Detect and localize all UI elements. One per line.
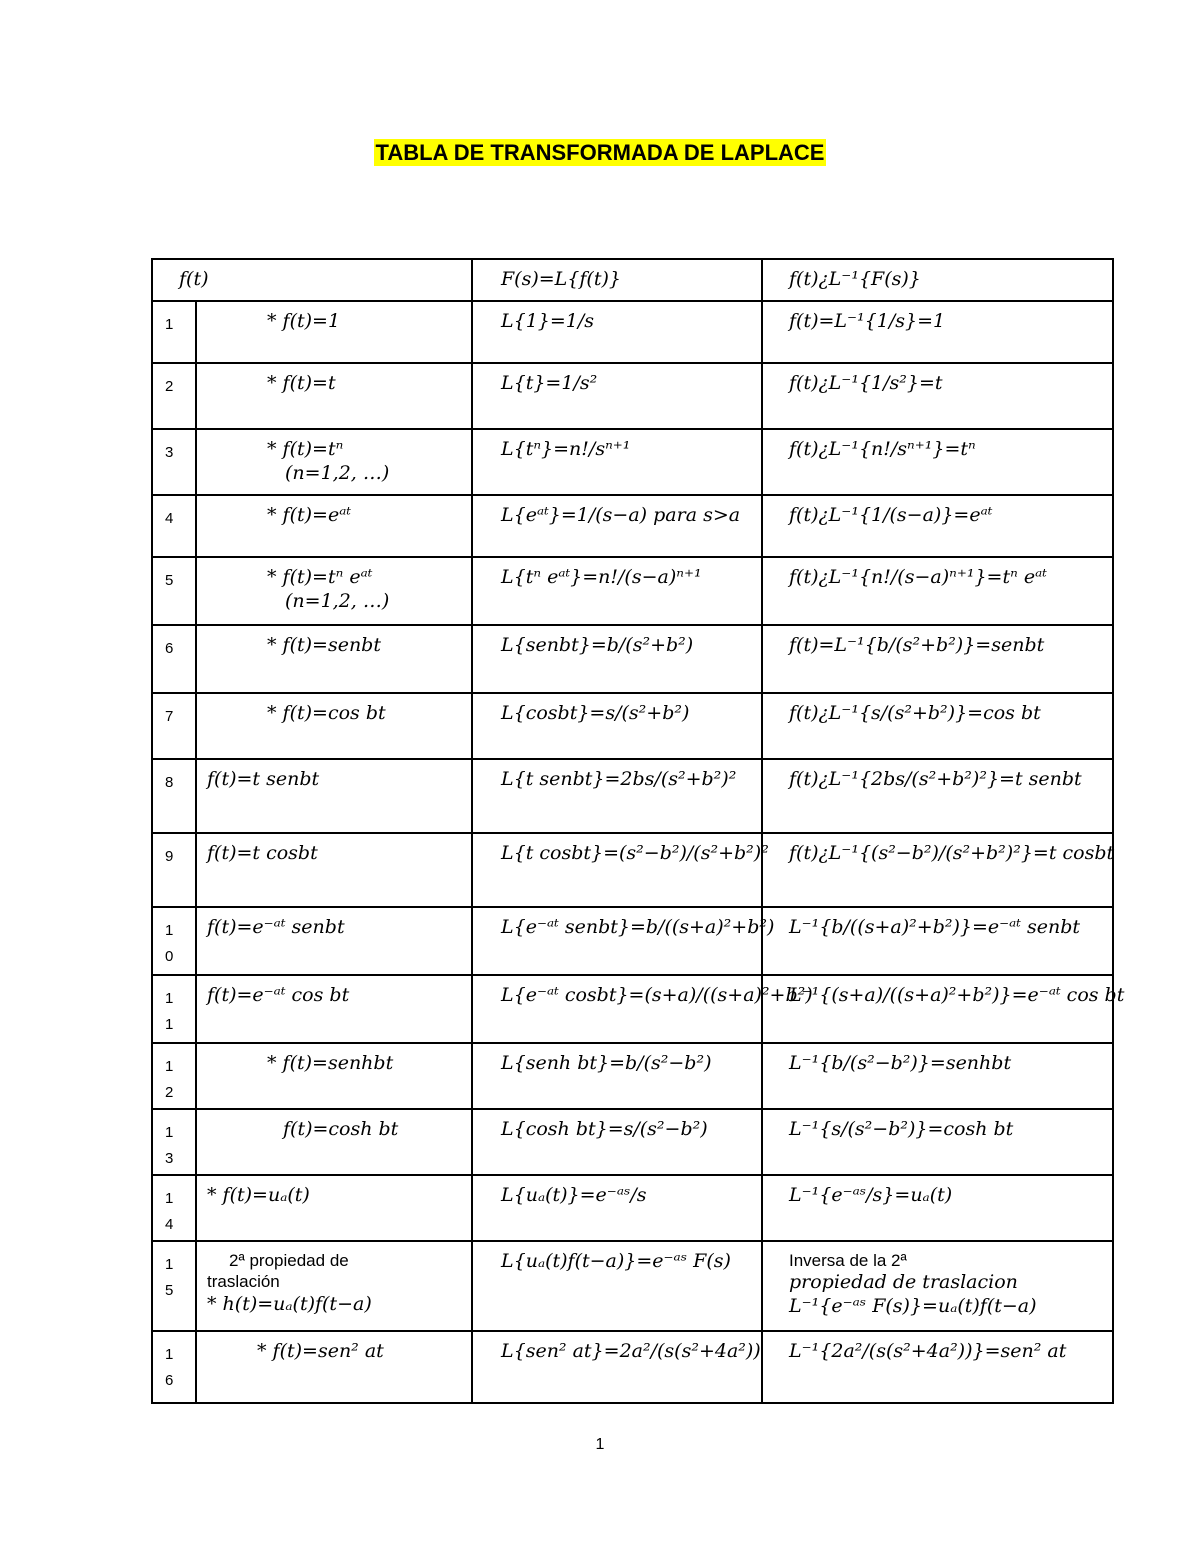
ft-cell-line: (n=1,2, …) <box>285 461 390 484</box>
header-fs <box>472 259 762 301</box>
ft-cell-line: * f(t)=senbt <box>267 634 381 656</box>
row-number <box>152 975 196 1043</box>
table-row <box>152 1043 1113 1109</box>
row-number <box>152 625 196 693</box>
fs-cell <box>472 833 769 907</box>
table-row <box>152 1241 1113 1331</box>
inverse-cell-line: L⁻¹{2a²/(s(s²+4a²))}=sen² at <box>789 1340 1067 1362</box>
ft-cell-line: * f(t)=1 <box>267 310 341 332</box>
table-row <box>152 975 1113 1043</box>
table-row <box>152 363 1113 429</box>
inverse-cell-line: L⁻¹{(s+a)/((s+a)²+b²)}=e⁻ᵃᵗ cos bt <box>789 984 1125 1006</box>
row-number <box>152 429 196 495</box>
ft-cell-line: 2ª propiedad de <box>229 1251 349 1270</box>
fs-cell-line: L{tⁿ eᵃᵗ}=n!/(s−a)ⁿ⁺¹ <box>501 566 702 588</box>
table-row <box>152 429 1113 495</box>
title-text: TABLA DE TRANSFORMADA DE LAPLACE <box>375 140 825 165</box>
fs-cell <box>472 1241 762 1331</box>
inverse-cell-line: L⁻¹{s/(s²−b²)}=cosh bt <box>789 1118 1014 1140</box>
row-number-line: 1 <box>165 316 174 333</box>
inverse-cell <box>762 625 1113 693</box>
table-row <box>152 1109 1113 1175</box>
inverse-cell <box>762 975 1125 1043</box>
ft-cell <box>196 429 472 495</box>
ft-cell-line: f(t)=e⁻ᵃᵗ senbt <box>207 916 345 938</box>
inverse-cell <box>762 557 1113 625</box>
ft-cell-line: (n=1,2, …) <box>285 589 390 612</box>
fs-cell-line: L{eᵃᵗ}=1/(s−a) para s>a <box>501 504 741 526</box>
inverse-cell-line: L⁻¹{e⁻ᵃˢ/s}=uₐ(t) <box>789 1184 953 1206</box>
row-number-line: 2 <box>165 1084 174 1101</box>
fs-cell <box>472 625 762 693</box>
row-number-line: 3 <box>165 1150 174 1167</box>
fs-cell <box>472 1043 762 1109</box>
fs-cell <box>472 759 762 833</box>
ft-cell-line: f(t)=cosh bt <box>283 1118 399 1140</box>
ft-cell-line: f(t)=e⁻ᵃᵗ cos bt <box>207 984 350 1006</box>
row-number-line: 4 <box>165 1216 174 1233</box>
row-number-line: 1 <box>165 1256 174 1273</box>
ft-cell <box>196 833 472 907</box>
fs-cell-line: L{senbt}=b/(s²+b²) <box>501 634 694 656</box>
row-number-line: 7 <box>165 708 174 725</box>
inverse-cell <box>762 907 1113 975</box>
row-number-line: 4 <box>165 510 174 527</box>
row-number <box>152 1241 196 1331</box>
inverse-cell <box>762 1241 1113 1331</box>
row-number-line: 6 <box>165 1372 174 1389</box>
row-number-line: 1 <box>165 990 174 1007</box>
header-row <box>152 259 1113 301</box>
ft-cell <box>196 557 472 625</box>
inverse-cell <box>762 693 1113 759</box>
inverse-cell <box>762 495 1113 557</box>
inverse-cell <box>762 833 1113 907</box>
ft-cell-line: * f(t)=uₐ(t) <box>207 1184 310 1206</box>
fs-cell-line: L{1}=1/s <box>501 310 595 332</box>
row-number-line: 1 <box>165 1016 174 1033</box>
inverse-cell <box>762 759 1113 833</box>
row-number-line: 6 <box>165 640 174 657</box>
inverse-cell-line: f(t)¿L⁻¹{s/(s²+b²)}=cos bt <box>789 702 1041 724</box>
fs-cell <box>472 301 762 363</box>
inverse-cell-line: f(t)¿L⁻¹{2bs/(s²+b²)²}=t senbt <box>789 768 1082 790</box>
fs-cell <box>472 975 813 1043</box>
ft-cell <box>196 363 472 429</box>
inverse-cell-line: f(t)¿L⁻¹{1/s²}=t <box>789 372 943 394</box>
inverse-cell <box>762 363 1113 429</box>
laplace-table <box>151 258 1125 1404</box>
ft-cell-line: * f(t)=t <box>267 372 336 394</box>
fs-cell-line: L{e⁻ᵃᵗ cosbt}=(s+a)/((s+a)²+b²) <box>501 984 813 1006</box>
inverse-cell <box>762 301 1113 363</box>
ft-cell <box>196 495 472 557</box>
fs-cell <box>472 1109 762 1175</box>
ft-cell <box>196 1331 472 1403</box>
row-number-line: 5 <box>165 572 174 589</box>
row-number <box>152 495 196 557</box>
row-number <box>152 907 196 975</box>
row-number-line: 2 <box>165 378 174 395</box>
table-row <box>152 693 1113 759</box>
fs-cell-line: L{sen² at}=2a²/(s(s²+4a²)) <box>501 1340 761 1362</box>
header-ft-text: f(t) <box>179 268 209 290</box>
inverse-cell-line: L⁻¹{b/((s+a)²+b²)}=e⁻ᵃᵗ senbt <box>789 916 1081 938</box>
inverse-cell-line: f(t)¿L⁻¹{1/(s−a)}=eᵃᵗ <box>789 504 993 526</box>
fs-cell <box>472 557 762 625</box>
page-number: 1 <box>595 1436 605 1453</box>
ft-cell <box>196 1241 472 1331</box>
row-number-line: 1 <box>165 1346 174 1363</box>
row-number <box>152 1043 196 1109</box>
laplace-table-body <box>152 259 1125 1403</box>
header-inv-text: f(t)¿L⁻¹{F(s)} <box>789 268 921 290</box>
header-ft <box>152 259 472 301</box>
fs-cell-line: L{cosbt}=s/(s²+b²) <box>501 702 690 724</box>
ft-cell <box>196 301 472 363</box>
fs-cell <box>472 363 762 429</box>
fs-cell-line: L{uₐ(t)f(t−a)}=e⁻ᵃˢ F(s) <box>501 1250 731 1272</box>
ft-cell-line: * h(t)=uₐ(t)f(t−a) <box>207 1292 372 1315</box>
fs-cell <box>472 495 762 557</box>
inverse-cell-line: L⁻¹{e⁻ᵃˢ F(s)}=uₐ(t)f(t−a) <box>789 1295 1037 1317</box>
row-number-line: 5 <box>165 1282 174 1299</box>
ft-cell <box>196 975 472 1043</box>
inverse-cell <box>762 1109 1113 1175</box>
row-number-line: 1 <box>165 1058 174 1075</box>
inverse-cell <box>762 1331 1113 1403</box>
header-fs-text: F(s)=L{f(t)} <box>501 268 621 290</box>
ft-cell <box>196 1109 472 1175</box>
ft-cell-line: f(t)=t cosbt <box>207 842 318 864</box>
table-row <box>152 833 1113 907</box>
ft-cell <box>196 693 472 759</box>
inverse-cell <box>762 1043 1113 1109</box>
inverse-cell-line: f(t)=L⁻¹{b/(s²+b²)}=senbt <box>789 634 1045 656</box>
fs-cell-line: L{e⁻ᵃᵗ senbt}=b/((s+a)²+b²) <box>501 916 775 938</box>
row-number <box>152 557 196 625</box>
ft-cell <box>196 1043 472 1109</box>
ft-cell-line: * f(t)=sen² at <box>257 1340 384 1362</box>
row-number <box>152 1175 196 1241</box>
inverse-cell-line: f(t)=L⁻¹{1/s}=1 <box>789 310 946 332</box>
inverse-cell-line: Inversa de la 2ª <box>789 1251 907 1270</box>
table-row <box>152 1331 1113 1403</box>
table-row <box>152 759 1113 833</box>
ft-cell-line: * f(t)=tⁿ <box>267 438 344 460</box>
ft-cell-line: traslación <box>207 1272 280 1292</box>
header-inv <box>762 259 1113 301</box>
fs-cell-line: L{t cosbt}=(s²−b²)/(s²+b²)² <box>501 842 769 864</box>
table-row <box>152 557 1113 625</box>
row-number-line: 1 <box>165 1124 174 1141</box>
fs-cell <box>472 1331 762 1403</box>
row-number-line: 1 <box>165 1190 174 1207</box>
fs-cell-line: L{cosh bt}=s/(s²−b²) <box>501 1118 708 1140</box>
row-number-line: 8 <box>165 774 174 791</box>
row-number <box>152 759 196 833</box>
ft-cell-line: * f(t)=senhbt <box>267 1052 394 1074</box>
fs-cell-line: L{tⁿ}=n!/sⁿ⁺¹ <box>501 438 631 460</box>
fs-cell-line: L{uₐ(t)}=e⁻ᵃˢ/s <box>501 1184 647 1206</box>
ft-cell <box>196 907 472 975</box>
row-number-line: 9 <box>165 848 174 865</box>
inverse-cell-line: f(t)¿L⁻¹{(s²−b²)/(s²+b²)²}=t cosbt <box>789 842 1115 864</box>
table-row <box>152 1175 1113 1241</box>
table-row <box>152 495 1113 557</box>
row-number <box>152 693 196 759</box>
row-number <box>152 833 196 907</box>
row-number-line: 3 <box>165 444 174 461</box>
table-row <box>152 625 1113 693</box>
fs-cell-line: L{t senbt}=2bs/(s²+b²)² <box>501 768 737 790</box>
row-number <box>152 1331 196 1403</box>
ft-cell-line: * f(t)=cos bt <box>267 702 386 724</box>
ft-cell-line: * f(t)=eᵃᵗ <box>267 504 352 526</box>
row-number-line: 1 <box>165 922 174 939</box>
inverse-cell-line: L⁻¹{b/(s²−b²)}=senhbt <box>789 1052 1012 1074</box>
inverse-cell-line: propiedad de traslacion <box>789 1271 1018 1294</box>
ft-cell <box>196 625 472 693</box>
ft-cell <box>196 759 472 833</box>
inverse-cell-line: f(t)¿L⁻¹{n!/(s−a)ⁿ⁺¹}=tⁿ eᵃᵗ <box>789 566 1047 588</box>
inverse-cell <box>762 1175 1113 1241</box>
table-row <box>152 907 1113 975</box>
inverse-cell <box>762 429 1113 495</box>
page-title <box>0 140 1200 166</box>
fs-cell <box>472 1175 762 1241</box>
ft-cell-line: * f(t)=tⁿ eᵃᵗ <box>267 566 373 588</box>
fs-cell <box>472 907 775 975</box>
row-number <box>152 1109 196 1175</box>
ft-cell-line: f(t)=t senbt <box>207 768 320 790</box>
row-number-line: 0 <box>165 948 174 965</box>
row-number <box>152 363 196 429</box>
ft-cell <box>196 1175 472 1241</box>
inverse-cell-line: f(t)¿L⁻¹{n!/sⁿ⁺¹}=tⁿ <box>789 438 976 460</box>
fs-cell <box>472 429 762 495</box>
fs-cell <box>472 693 762 759</box>
table-row <box>152 301 1113 363</box>
fs-cell-line: L{senh bt}=b/(s²−b²) <box>501 1052 712 1074</box>
fs-cell-line: L{t}=1/s² <box>501 372 598 394</box>
row-number <box>152 301 196 363</box>
